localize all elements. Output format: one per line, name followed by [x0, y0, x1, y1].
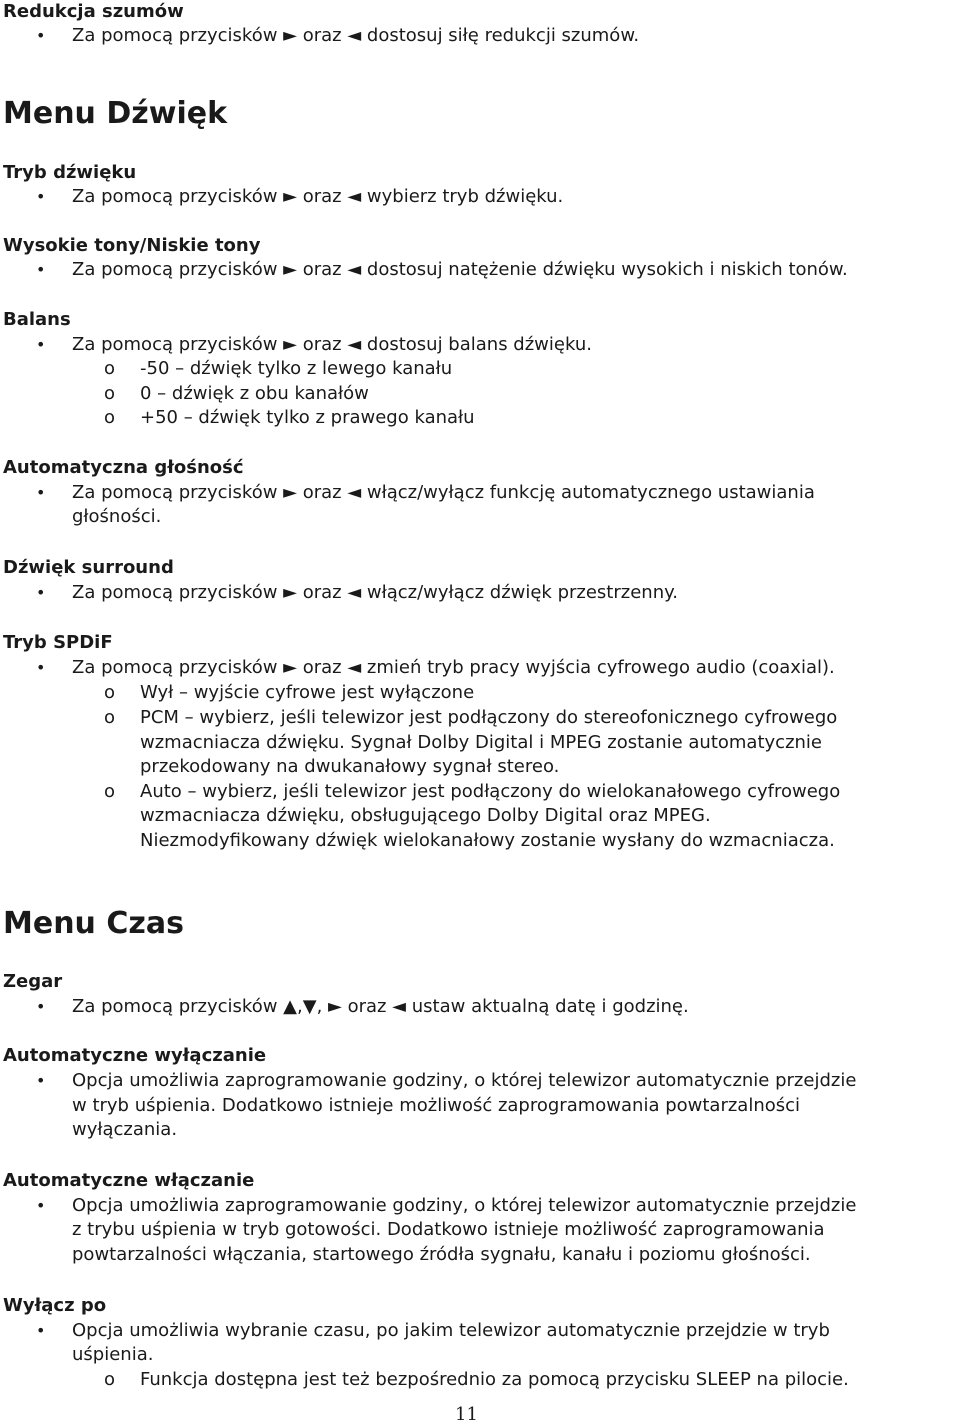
auto-on-text-cont: z trybu uśpienia w tryb gotowości. Dodatkowo istnieje możliwość zaprogramowania [72, 1219, 825, 1240]
bullet-marker: • [36, 260, 46, 279]
sub-marker: o [104, 1369, 116, 1390]
bullet-marker: • [36, 997, 46, 1016]
auto-volume-bullet-text-cont: głośności. [72, 506, 162, 527]
spdif-sub-auto: Auto – wybierz, jeśli telewizor jest podłączony do wielokanałowego cyfrowego [140, 781, 841, 802]
balance-bullet-text: Za pomocą przycisków ► oraz ◄ dostosuj balans dźwięku. [72, 334, 592, 355]
heading-auto-volume: Automatyczna głośność [3, 457, 244, 478]
bullet-marker: • [36, 583, 46, 602]
sound-menu-title: Menu Dźwięk [3, 96, 228, 131]
auto-off-text-cont: w tryb uśpienia. Dodatkowo istnieje możliwość zaprogramowania powtarzalności [72, 1095, 801, 1116]
heading-surround: Dźwięk surround [3, 557, 174, 578]
sleep-text-cont: uśpienia. [72, 1344, 154, 1365]
heading-clock: Zegar [3, 971, 63, 992]
sound-mode-bullet-text: Za pomocą przycisków ► oraz ◄ wybierz tryb dźwięku. [72, 186, 564, 207]
sleep-text: Opcja umożliwia wybranie czasu, po jakim telewizor automatycznie przejdzie w tryb [72, 1320, 830, 1341]
bullet-marker: • [36, 26, 46, 45]
spdif-sub-pcm: PCM – wybierz, jeśli telewizor jest podłączony do stereofonicznego cyfrowego [140, 707, 838, 728]
sub-marker: o [104, 707, 116, 728]
bullet-marker: • [36, 658, 46, 677]
clock-bullet-text: Za pomocą przycisków ▲,▼, ► oraz ◄ ustaw aktualną datę i godzinę. [72, 996, 689, 1017]
sub-marker: o [104, 358, 116, 379]
balance-sub-item: +50 – dźwięk tylko z prawego kanału [140, 407, 475, 428]
heading-sound-mode: Tryb dźwięku [3, 162, 137, 183]
sub-marker: o [104, 781, 116, 802]
spdif-sub-auto-cont: Niezmodyfikowany dźwięk wielokanałowy zostanie wysłany do wzmacniacza. [140, 830, 835, 851]
balance-sub-item: -50 – dźwięk tylko z lewego kanału [140, 358, 453, 379]
auto-on-text-cont: powtarzalności włączania, startowego źródła sygnału, kanału i poziomu głośności. [72, 1244, 811, 1265]
spdif-sub-auto-cont: wzmacniacza dźwięku, obsługującego Dolby Digital oraz MPEG. [140, 805, 711, 826]
heading-treble-bass: Wysokie tony/Niskie tony [3, 235, 261, 256]
heading-auto-off: Automatyczne wyłączanie [3, 1045, 267, 1066]
bullet-marker: • [36, 1071, 46, 1090]
sleep-sub-text: Funkcja dostępna jest też bezpośrednio za pomocą przycisku SLEEP na pilocie. [140, 1369, 849, 1390]
auto-off-text-cont: wyłączania. [72, 1119, 178, 1140]
heading-balance: Balans [3, 309, 71, 330]
bullet-marker: • [36, 1196, 46, 1215]
auto-volume-bullet-text: Za pomocą przycisków ► oraz ◄ włącz/wyłącz funkcję automatycznego ustawiania [72, 482, 815, 503]
spdif-sub-pcm-cont: przekodowany na dwukanałowy sygnał stereo. [140, 756, 560, 777]
spdif-sub-off: Wył – wyjście cyfrowe jest wyłączone [140, 682, 475, 703]
heading-spdif: Tryb SPDiF [3, 632, 113, 653]
page-number: 11 [455, 1404, 478, 1425]
bullet-marker: • [36, 1321, 46, 1340]
auto-on-text: Opcja umożliwia zaprogramowanie godziny, o której telewizor automatycznie przejdzie [72, 1195, 857, 1216]
heading-auto-on: Automatyczne włączanie [3, 1170, 255, 1191]
spdif-bullet-text: Za pomocą przycisków ► oraz ◄ zmień tryb pracy wyjścia cyfrowego audio (coaxial). [72, 657, 835, 678]
auto-off-text: Opcja umożliwia zaprogramowanie godziny, o której telewizor automatycznie przejdzie [72, 1070, 857, 1091]
noise-bullet-text: Za pomocą przycisków ► oraz ◄ dostosuj siłę redukcji szumów. [72, 25, 640, 46]
bullet-marker: • [36, 187, 46, 206]
bullet-marker: • [36, 335, 46, 354]
surround-bullet-text: Za pomocą przycisków ► oraz ◄ włącz/wyłącz dźwięk przestrzenny. [72, 582, 678, 603]
balance-sub-item: 0 – dźwięk z obu kanałów [140, 383, 369, 404]
time-menu-title: Menu Czas [3, 906, 184, 941]
sub-marker: o [104, 407, 116, 428]
bullet-marker: • [36, 483, 46, 502]
spdif-sub-pcm-cont: wzmacniacza dźwięku. Sygnał Dolby Digital i MPEG zostanie automatycznie [140, 732, 823, 753]
treble-bass-bullet-text: Za pomocą przycisków ► oraz ◄ dostosuj natężenie dźwięku wysokich i niskich tonów. [72, 259, 848, 280]
sub-marker: o [104, 383, 116, 404]
sub-marker: o [104, 682, 116, 703]
heading-noise-reduction: Redukcja szumów [3, 1, 184, 22]
heading-sleep-timer: Wyłącz po [3, 1295, 107, 1316]
